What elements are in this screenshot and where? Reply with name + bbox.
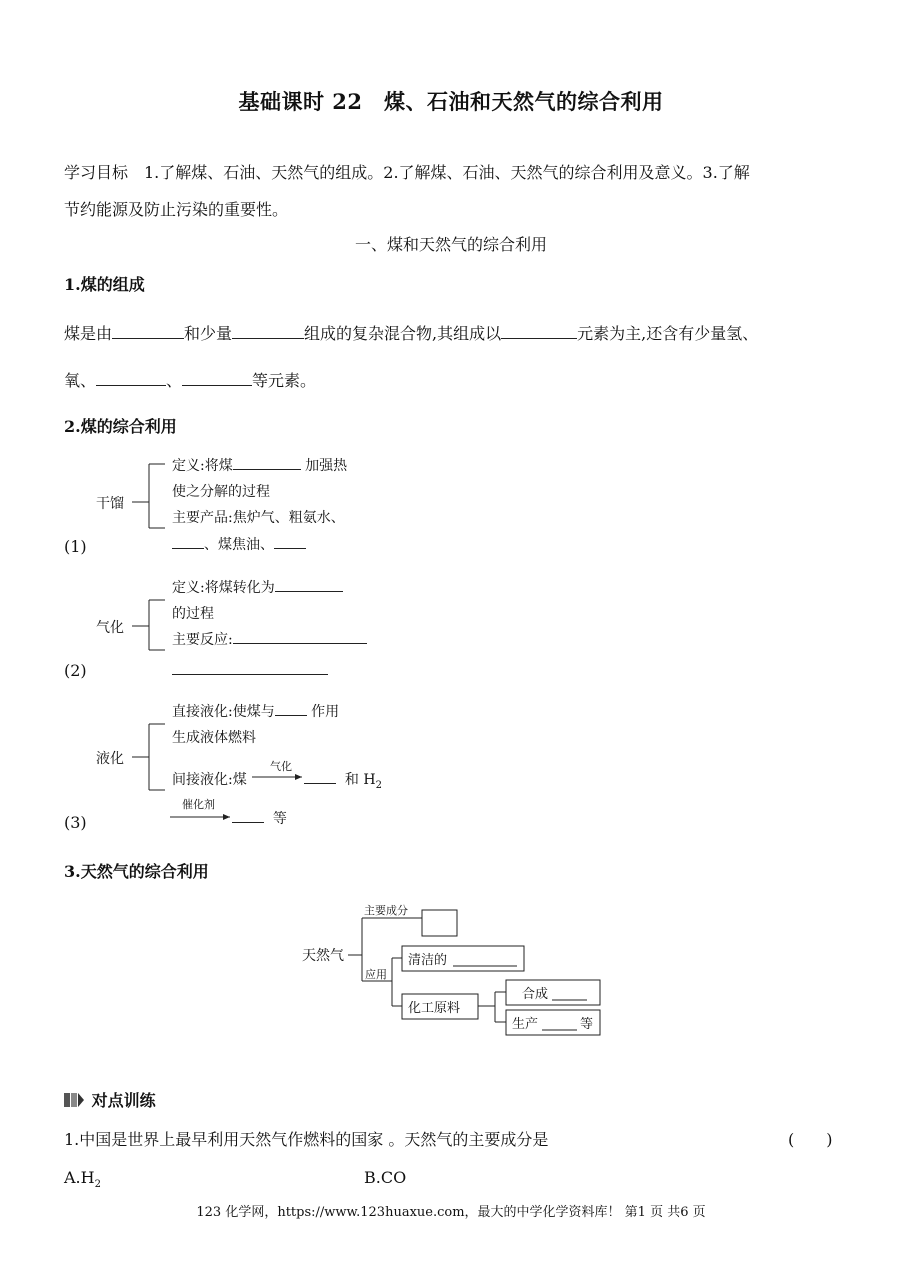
- page-footer: 123 化学网，https://www.123huaxue.com，最大的中学化学资料库！ 第1 页 共6 页: [196, 1205, 706, 1220]
- answer-bracket: ( ): [788, 1130, 833, 1149]
- catalyst-arrow: [170, 796, 234, 826]
- option-a-text: A.H: [64, 1168, 95, 1187]
- item-number-3: (3): [64, 813, 87, 832]
- section-heading: 一、煤和天然气的综合利用: [354, 235, 547, 254]
- production-label: 生产: [512, 1017, 539, 1032]
- gasify-arrow: [252, 758, 307, 788]
- indirect-liquefaction-tail: [304, 769, 382, 789]
- blank-field: [232, 808, 264, 823]
- direct-liquefaction: [172, 701, 339, 721]
- coal-composition-line1: [64, 321, 758, 344]
- item-number-2: (2): [64, 661, 87, 680]
- blank-field: [172, 534, 204, 549]
- gasification-definition: [172, 577, 343, 597]
- text-fragment: 元素为主,还含有少量氢、: [577, 324, 759, 343]
- subscript: 2: [375, 780, 382, 791]
- blank-field: [182, 371, 252, 386]
- coal-composition-line2: [64, 368, 316, 391]
- dry-distillation-products: 主要产品:焦炉气、粗氨水、: [172, 510, 345, 526]
- indirect-liquefaction: [172, 769, 247, 789]
- objectives-line1: 学习目标 1.了解煤、石油、天然气的组成。2.了解煤、石油、天然气的综合利用及意义。3.了解: [64, 163, 750, 182]
- arrow-label: 催化剂: [182, 798, 215, 811]
- coal-utilization-heading: 2.煤的综合利用: [64, 417, 177, 436]
- blank-field: [233, 455, 301, 470]
- text-fragment: 氧、: [64, 371, 97, 390]
- blank-field: [274, 534, 306, 549]
- text-fragment: 组成的复杂混合物,其组成以: [304, 324, 502, 343]
- natural-gas-heading: 3.天然气的综合利用: [64, 862, 209, 881]
- text-fragment: 定义:将煤: [172, 458, 233, 474]
- text-fragment: 等: [272, 811, 287, 827]
- indirect-liquefaction-product: [232, 808, 287, 828]
- main-component-label: 主要成分: [364, 904, 408, 917]
- blank-field: [501, 324, 577, 339]
- blank-field: [96, 371, 166, 386]
- text-fragment: 加强热: [305, 458, 348, 474]
- blank-field: [232, 324, 304, 339]
- dry-distillation-definition: [172, 455, 347, 475]
- text-fragment: 煤是由: [64, 324, 113, 343]
- text-fragment: 直接液化:使煤与: [172, 704, 275, 720]
- text-fragment: 、: [166, 371, 183, 390]
- application-label: 应用: [365, 968, 387, 981]
- blank-field: [112, 324, 184, 339]
- natural-gas-diagram: [290, 896, 620, 1046]
- text-fragment: 定义:将煤转化为: [172, 580, 275, 596]
- practice-title: 对点训练: [91, 1091, 156, 1110]
- section-marker-icon: [64, 1092, 78, 1106]
- text-fragment: 间接液化:煤: [172, 772, 247, 788]
- dry-distillation-def-line2: 使之分解的过程: [172, 484, 270, 500]
- question-1: 1.中国是世界上最早利用天然气作燃料的国家 。天然气的主要成分是: [64, 1130, 549, 1149]
- coal-composition-heading: 1.煤的组成: [64, 275, 145, 294]
- blank-field: [304, 769, 336, 784]
- synthesis-label: 合成: [522, 987, 549, 1002]
- text-fragment: 主要反应:: [172, 632, 233, 648]
- text-fragment: 等元素。: [252, 371, 317, 390]
- subscript: 2: [94, 1179, 101, 1190]
- text-fragment: 和 H: [344, 772, 376, 788]
- gasification-label: 气化: [96, 620, 124, 636]
- practice-heading: [64, 1088, 156, 1111]
- gasification-reaction: [172, 629, 367, 649]
- clean-fuel-label: 清洁的: [408, 953, 448, 968]
- arrow-label: 气化: [270, 760, 292, 773]
- natural-gas-root: 天然气: [302, 948, 344, 964]
- production-suffix: 等: [580, 1017, 594, 1032]
- item-number-1: (1): [64, 537, 87, 556]
- blank-field: [233, 629, 367, 644]
- liquefaction-label: 液化: [96, 751, 124, 767]
- blank-field: [275, 701, 307, 716]
- dry-distillation-label: 干馏: [96, 496, 124, 512]
- text-fragment: 和少量: [184, 324, 233, 343]
- direct-liquefaction-line2: 生成液体燃料: [172, 730, 256, 746]
- gasification-def-line2: 的过程: [172, 606, 214, 622]
- option-a: [64, 1168, 101, 1190]
- main-component-box: [422, 910, 457, 936]
- blank-field: [275, 577, 343, 592]
- synthesis-box: [506, 980, 600, 1005]
- page-title: 基础课时 22 煤、石油和天然气的综合利用: [238, 89, 664, 114]
- reaction-blank-line: [172, 674, 328, 675]
- text-fragment: 作用: [311, 704, 340, 720]
- objectives-line2: 节约能源及防止污染的重要性。: [64, 200, 289, 219]
- dry-distillation-products-line2: [172, 534, 306, 554]
- chemical-raw-label: 化工原料: [408, 1001, 461, 1016]
- option-b: B.CO: [364, 1168, 407, 1187]
- text-fragment: 、煤焦油、: [204, 537, 274, 553]
